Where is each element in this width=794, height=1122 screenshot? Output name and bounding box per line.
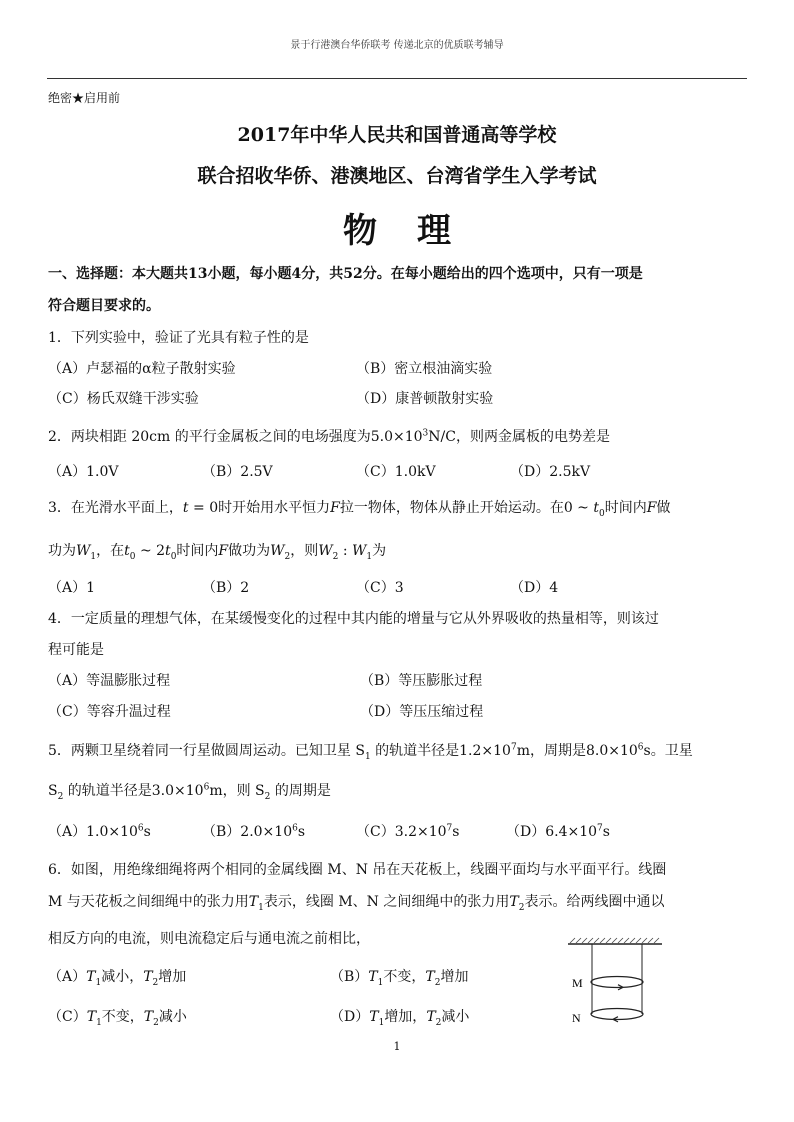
question-6-option-c: $(C)T_1$不变，$T_2$减小	[48, 1009, 187, 1028]
question-1-option-a: （A）卢瑟福的α粒子散射实验	[48, 361, 236, 377]
question-5-option-a: $(A)1.0\times 10^6s$	[48, 823, 151, 840]
question-6-option-b: $(B)T_1$不变，$T_2$增加	[330, 969, 469, 988]
question-4-stem-line2: 程可能是	[48, 642, 104, 658]
suspension-strings	[592, 944, 642, 1014]
question-6-stem-line3: 相反方向的电流，则电流稳定后与通电流之前相比，	[48, 931, 370, 947]
page-number: 1	[393, 1040, 401, 1053]
subject-title: 物理	[343, 211, 491, 251]
question-6-stem-line1: 6．如图，用绝缘细绳将两个相同的金属线圈 M、N 吊在天花板上，线圈平面均与水平面平行。线圈	[48, 862, 667, 878]
question-2-stem: 2．两块相距 20cm 的平行金属板之间的电场强度为$5.0\times 10^3N/C$，则两金属板的电势差是	[48, 428, 610, 445]
question-4-option-c: （C）等容升温过程	[48, 704, 171, 720]
question-1-option-d: （D）康普顿散射实验	[356, 391, 494, 407]
page-header-text: 景于行港澳台华侨联考 传递北京的优质联考辅导	[290, 40, 504, 51]
question-5-option-b: $(B)2.0\times 10^6s$	[202, 823, 306, 840]
question-6-option-a: $(A)T_1$减小，$T_2$增加	[48, 969, 187, 988]
question-3-stem-line1: 3．在光滑水平面上，t = 0时开始用水平恒力F拉一物体，物体从静止开始运动。在0 ~ $t_0$时间内F做	[48, 500, 671, 519]
question-5-option-c: $(C)3.2\times 10^7s$	[356, 823, 460, 840]
question-5-stem-line1: 5．两颗卫星绕着同一行星做圆周运动。已知卫星 $S_1$ 的轨道半径是$1.2\times 10^7m$，周期是$8.0\times 10^6s$。卫星	[48, 742, 693, 762]
question-1-option-c: （C）杨氏双缝干涉实验	[48, 391, 199, 407]
question-1-stem: 1．下列实验中，验证了光具有粒子性的是	[48, 330, 309, 346]
coil-m	[591, 977, 643, 990]
question-2-option-d: （D）2.5kV	[510, 464, 591, 480]
section-heading-line2: 符合题目要求的。	[48, 298, 160, 314]
question-3-option-c: （C）3	[356, 580, 404, 596]
question-2-option-b: （B）2.5V	[202, 464, 273, 480]
coil-n	[591, 1009, 643, 1022]
coil-n-label: N	[572, 1011, 581, 1025]
coil-m-label: M	[572, 976, 583, 990]
question-5-stem-line2: $S_2$ 的轨道半径是$3.0\times 10^6m$，则 $S_2$ 的周期是	[48, 782, 331, 802]
exam-title-line2: 联合招收华侨、港澳地区、台湾省学生入学考试	[197, 165, 597, 187]
question-4-option-b: （B）等压膨胀过程	[360, 673, 483, 689]
question-6-option-d: $(D)T_1$增加，$T_2$减小	[330, 1009, 470, 1028]
confidential-mark: 绝密★启用前	[48, 91, 121, 105]
section-heading-line1: 一、选择题：本大题共13小题，每小题4分，共52分。在每小题给出的四个选项中，只有一项是	[48, 266, 643, 282]
question-4-option-d: （D）等压压缩过程	[360, 704, 484, 720]
question-3-option-d: （D）4	[510, 580, 559, 596]
question-6-stem-line2: M 与天花板之间细绳中的张力用$T_1$表示，线圈 M、N 之间细绳中的张力用$T_2$表示。给两线圈中通以	[48, 894, 665, 913]
question-4-stem-line1: 4．一定质量的理想气体，在某缓慢变化的过程中其内能的增量与它从外界吸收的热量相等，则该过	[48, 611, 659, 627]
header-rule	[47, 78, 747, 79]
question-5-option-d: $(D)6.4\times 10^7s$	[506, 823, 610, 840]
question-3-option-b: （B）2	[202, 580, 250, 596]
ceiling	[568, 938, 662, 944]
question-3-option-a: （A）1	[48, 580, 96, 596]
question-1-option-b: （B）密立根油滴实验	[356, 361, 493, 377]
question-3-stem-line2: 功为$W_1$，在$t_0$ ~ $2t_0$时间内F做功为$W_2$，则$W_2$ : $W_1$为	[48, 543, 387, 562]
question-2-option-a: （A）1.0V	[48, 464, 119, 480]
question-4-option-a: （A）等温膨胀过程	[48, 673, 171, 689]
question-2-option-c: （C）1.0kV	[356, 464, 436, 480]
coil-figure	[562, 934, 672, 1034]
exam-title-line1: 2017年中华人民共和国普通高等学校	[237, 124, 557, 146]
